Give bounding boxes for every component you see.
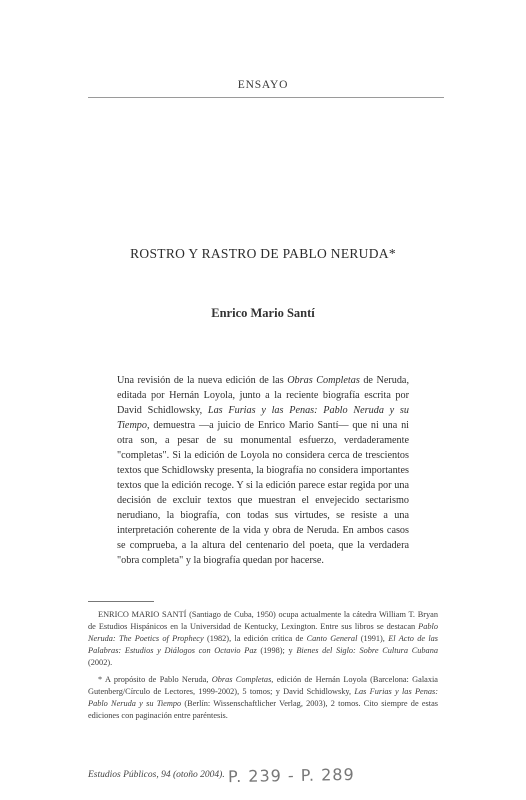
footnote-italic: Canto General [306, 634, 358, 643]
footnote-source [88, 674, 438, 722]
abstract-italic: Las Furias y las Penas: Pablo Neruda y su Tiempo [117, 405, 409, 431]
abstract-text: , demuestra —a juicio de Enrico Mario Santí— que ni una ni otra son, a pesar de su monumental esfuerzo, verdaderamente "completas". Si la edición de Loyola no considera cerca de trescientos textos que Schidlowsky presenta, la biografía no considera importantes textos que la edición recoge. Y si la edición parece estar regida por una decisión de excluir textos que muestran el envejecido sectarismo nerudiano, la biografía, con todas sus virtudes, se resiste a una interpretación coherente de la vida y obra de Neruda. En ambos casos se comprueba, a la altura del centenario del poeta, que la verdadera "obra completa" y la biografía quedan por hacerse. [117, 420, 409, 566]
footnote-italic: Las Furias y las Penas: Pablo Neruda y su Tiempo [88, 687, 438, 708]
footnote-italic: El Acto de las Palabras: Estudios y Diálogos con Octavio Paz [88, 634, 439, 655]
footnote-rule [88, 601, 154, 602]
article-author: Enrico Mario Santí [211, 306, 315, 320]
abstract [117, 373, 409, 568]
abstract-italic: Obras Completas [287, 375, 360, 386]
handwritten-page-note: P. 239 - P. 289 [227, 764, 355, 787]
footnote-author-bio [88, 609, 438, 669]
footnote-text: (1982), la edición crítica de [203, 634, 307, 643]
footnote-text: (Berlín: Wissenschaftlicher Verlag, 2003), 2 tomos. Cito siempre de estas ediciones con paginación entre paréntesis. [88, 699, 438, 720]
article-title: ROSTRO Y RASTRO DE PABLO NERUDA* [130, 246, 396, 261]
footnote-text: (1991), [357, 634, 389, 643]
footnote-text: * A propósito de Pablo Neruda, [98, 675, 212, 684]
header-rule [88, 97, 444, 98]
footnote-italic: Obras Completas [211, 675, 272, 684]
section-label: ENSAYO [237, 79, 289, 91]
footnote-text: , edición de Hernán Loyola (Barcelona: Galaxia Gutenberg/Círculo de Lectores, 1999-2002), 5 tomos; y David Schidlowsky, [88, 675, 438, 696]
footnote-text: ENRICO MARIO SANTÍ (Santiago de Cuba, 1950) ocupa actualmente la cátedra William T. Bryan de Estudios Hispánicos en la Universidad de Kentucky, Lexington. Entre sus libros se destacan [88, 610, 438, 631]
footnote-text: (2002). [88, 658, 113, 667]
journal-citation: Estudios Públicos, 94 (otoño 2004). [88, 770, 225, 780]
footnote-italic: Bienes del Siglo: Sobre Cultura Cubana [296, 646, 438, 655]
abstract-text: Una revisión de la nueva edición de las [117, 375, 288, 386]
abstract-text: de Neruda, editada por Hernán Loyola, junto a la reciente biografía escrita por David Schidlowsky, [117, 375, 409, 416]
footnote-text: (1998); y [256, 646, 297, 655]
footnote-italic: Pablo Neruda: The Poetics of Prophecy [88, 622, 438, 643]
